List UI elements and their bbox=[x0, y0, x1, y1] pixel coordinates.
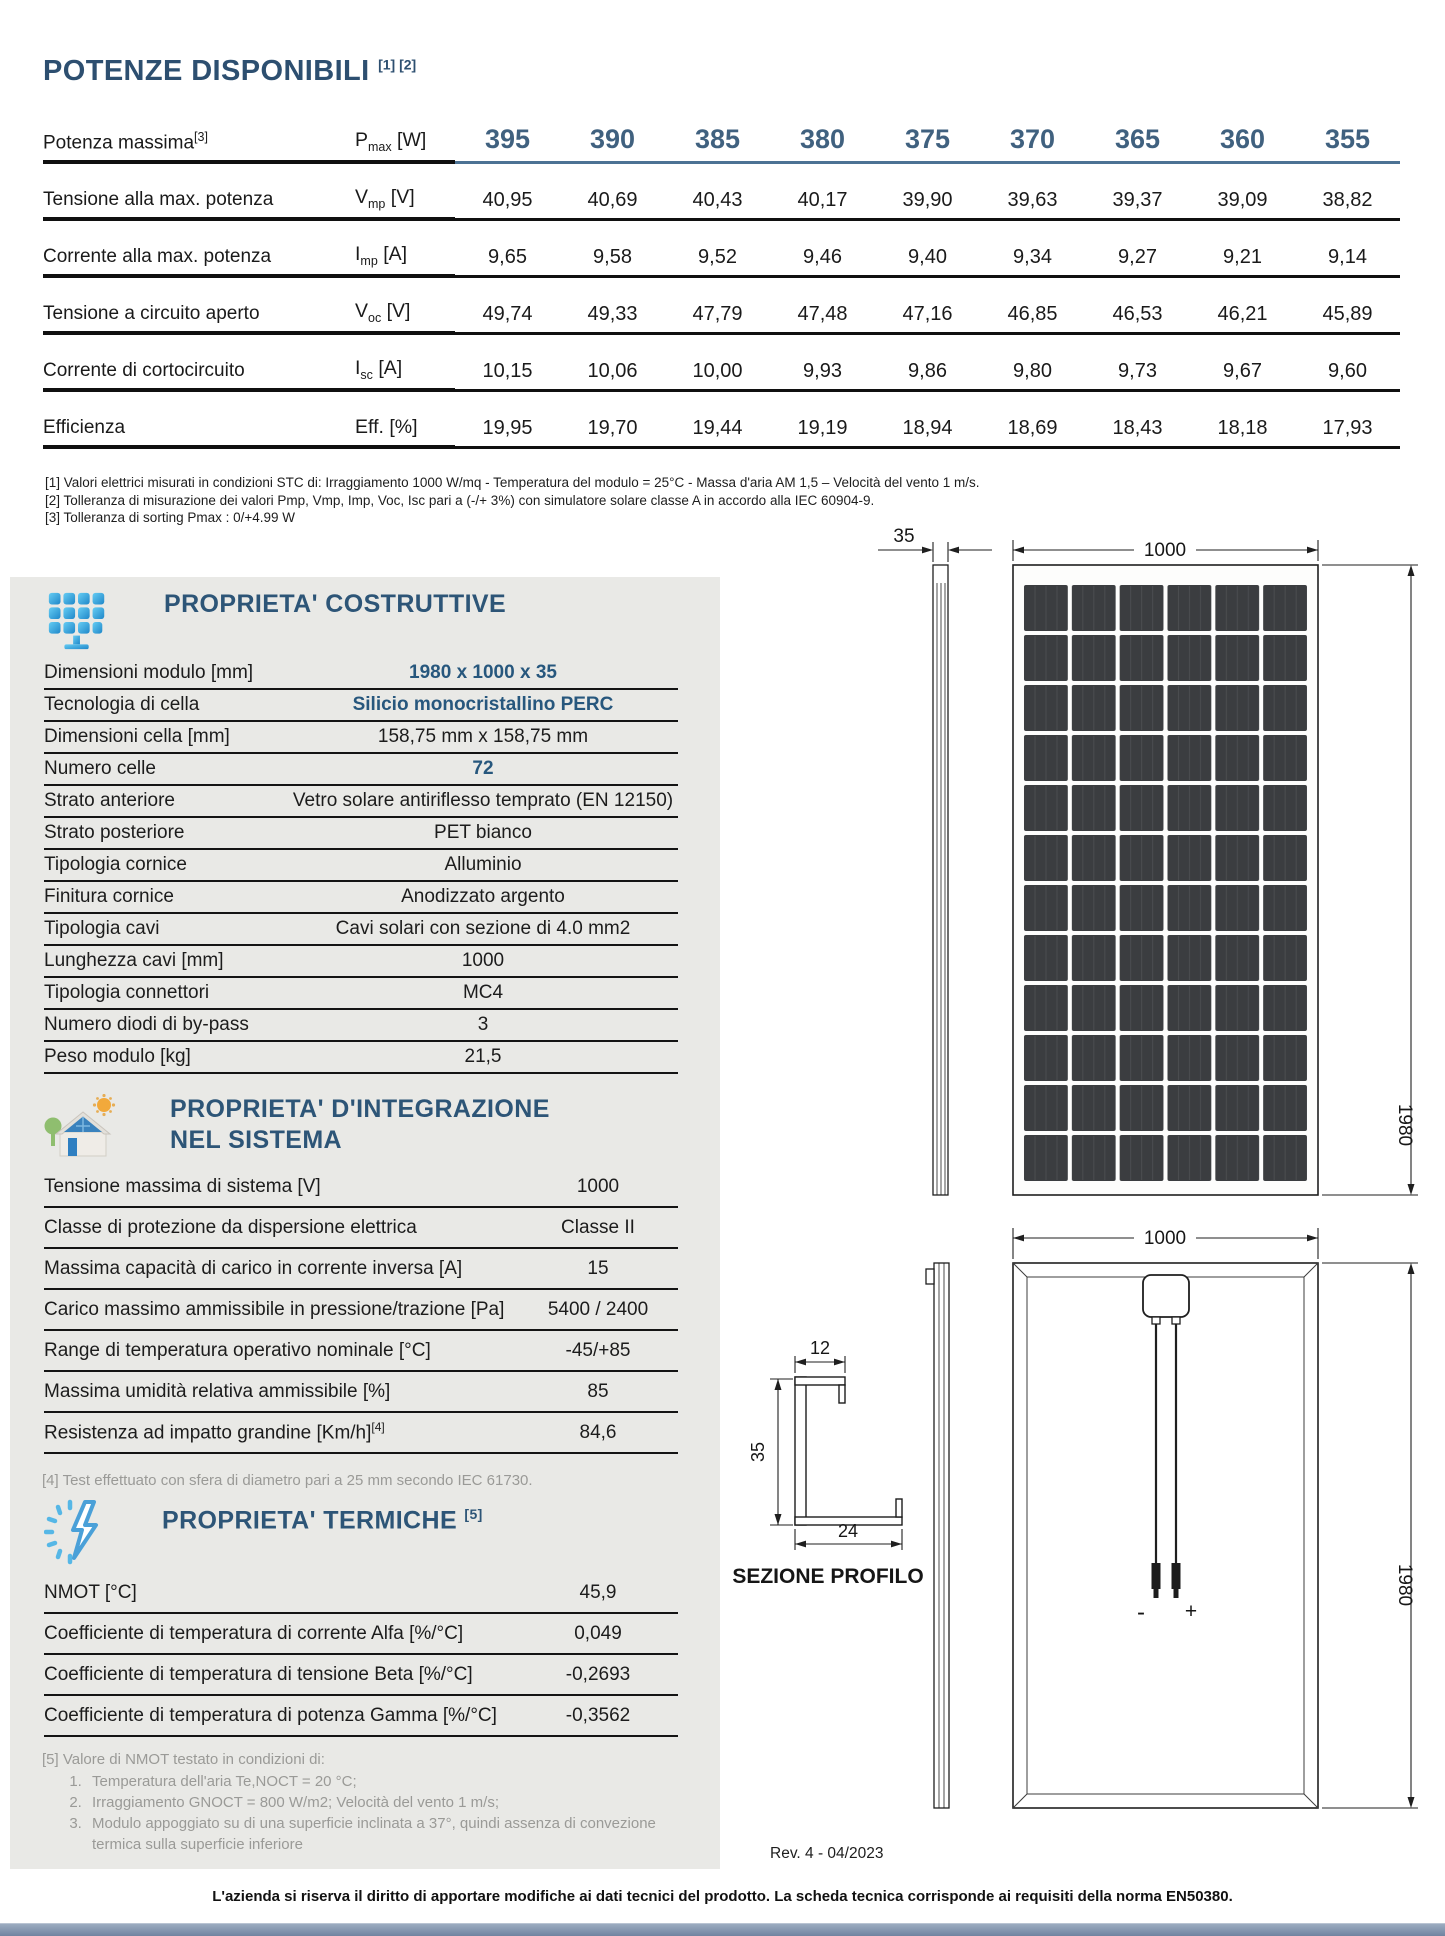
spec-label: Tipologia cornice bbox=[44, 854, 187, 875]
power-value: 9,65 bbox=[488, 246, 527, 268]
spec-row bbox=[44, 722, 678, 754]
power-row-values bbox=[455, 221, 1400, 278]
spec-row bbox=[44, 946, 678, 978]
spec-value: 158,75 mm x 158,75 mm bbox=[377, 726, 589, 747]
front-width-label: 1000 bbox=[1143, 540, 1187, 561]
spec-label: Coefficiente di temperatura di potenza Gamma [%/°C] bbox=[44, 1704, 497, 1726]
rear-height-label: 1980 bbox=[1394, 1563, 1415, 1607]
front-panel-view bbox=[1013, 565, 1318, 1195]
power-value: 19,70 bbox=[587, 417, 638, 439]
power-row-head bbox=[43, 335, 455, 392]
spec-row bbox=[44, 1696, 678, 1737]
spec-row bbox=[44, 1573, 678, 1614]
spec-value: Cavi solari con sezione di 4.0 mm2 bbox=[335, 918, 631, 939]
front-side-strip bbox=[933, 565, 948, 1195]
spec-label: Dimensioni cella [mm] bbox=[44, 726, 230, 747]
revision-label: Rev. 4 - 04/2023 bbox=[770, 1845, 884, 1862]
power-row-label: Tensione a circuito aperto bbox=[43, 303, 260, 324]
page-title-footnote-refs: [1] [2] bbox=[378, 56, 417, 73]
footnote-5-list bbox=[42, 1771, 682, 1855]
power-value: 9,40 bbox=[908, 246, 947, 268]
power-value: 47,48 bbox=[797, 303, 848, 325]
power-value: 18,43 bbox=[1112, 417, 1163, 439]
spec-row bbox=[44, 1208, 678, 1249]
spec-row bbox=[44, 1372, 678, 1413]
spec-value: -45/+85 bbox=[565, 1339, 631, 1361]
power-value: 40,95 bbox=[482, 189, 533, 211]
power-row-head bbox=[43, 392, 455, 449]
power-row-values bbox=[455, 164, 1400, 221]
power-value: 390 bbox=[589, 124, 636, 154]
spec-value: Silicio monocristallino PERC bbox=[352, 694, 614, 715]
power-value: 39,09 bbox=[1217, 189, 1268, 211]
spec-label: Numero celle bbox=[44, 758, 156, 779]
section-integrazione-title-line1: PROPRIETA' D'INTEGRAZIONE bbox=[170, 1095, 550, 1123]
power-value: 370 bbox=[1009, 124, 1056, 154]
spec-label: Massima capacità di carico in corrente inversa [A] bbox=[44, 1257, 463, 1279]
power-table bbox=[43, 94, 1400, 449]
power-row-label: Corrente di cortocircuito bbox=[43, 360, 245, 381]
section-termiche-title-text: PROPRIETA' TERMICHE bbox=[162, 1506, 458, 1535]
footnote-5-item: 3. Modulo appoggiato su di una superficie inclinata a 37°, quindi assenza di convezione termica sulla superficie inferiore bbox=[86, 1813, 682, 1855]
power-row-head bbox=[43, 278, 455, 335]
power-value: 395 bbox=[484, 124, 531, 154]
rear-side-strip bbox=[926, 1263, 949, 1808]
power-value: 47,16 bbox=[902, 303, 953, 325]
power-value: 385 bbox=[694, 124, 741, 154]
power-table-row bbox=[43, 164, 1400, 221]
power-table-row bbox=[43, 335, 1400, 392]
spec-row bbox=[44, 1249, 678, 1290]
spec-label: Numero diodi di by-pass bbox=[44, 1014, 249, 1035]
page-title-text: POTENZE DISPONIBILI bbox=[43, 55, 370, 87]
power-value: 46,21 bbox=[1217, 303, 1268, 325]
spec-row bbox=[44, 1290, 678, 1331]
spec-label: Classe di protezione da dispersione elettrica bbox=[44, 1216, 417, 1238]
spec-row bbox=[44, 658, 678, 690]
spec-label: Massima umidità relativa ammissibile [%] bbox=[44, 1380, 391, 1402]
spec-label: Strato anteriore bbox=[44, 790, 175, 811]
power-value: 45,89 bbox=[1322, 303, 1373, 325]
thermal-icon bbox=[44, 1499, 110, 1570]
house-solar-icon bbox=[44, 1094, 118, 1167]
footnote-1: [1] Valori elettrici misurati in condizioni STC di: Irraggiamento 1000 W/mq - Temperatura del modulo = 25°C - Massa d'aria AM 1,5 – Velocità del vento 1 m/s. bbox=[45, 475, 980, 490]
power-row-unit: $I_{sc}$ [A] bbox=[355, 357, 403, 382]
footnote-2: [2] Tolleranza di misurazione dei valori Pmp, Vmp, Imp, Voc, Isc pari a (-/+ 3%) con simulatore solare classe A in accordo alla IEC 60904-9. bbox=[45, 492, 875, 508]
power-value: 375 bbox=[904, 124, 951, 154]
spec-row bbox=[44, 1010, 678, 1042]
spec-value: Classe II bbox=[561, 1216, 635, 1238]
power-value: 9,93 bbox=[803, 360, 842, 382]
spec-value: Anodizzato argento bbox=[401, 886, 565, 907]
spec-label: Tipologia cavi bbox=[44, 918, 160, 939]
power-value: 19,19 bbox=[797, 417, 848, 439]
properties-panel bbox=[10, 577, 720, 1869]
section-costruttive-title: PROPRIETA' COSTRUTTIVE bbox=[164, 590, 507, 618]
power-value: 46,53 bbox=[1112, 303, 1163, 325]
power-row-values bbox=[455, 278, 1400, 335]
front-thickness-label: 35 bbox=[893, 526, 915, 547]
power-value: 39,63 bbox=[1007, 189, 1058, 211]
section-termiche-header bbox=[44, 1499, 483, 1570]
spec-label: Coefficiente di temperatura di tensione Beta [%/°C] bbox=[44, 1663, 473, 1685]
footnote-5 bbox=[42, 1749, 682, 1855]
rear-panel-view bbox=[1013, 1263, 1318, 1808]
power-row-unit: Eff. [%] bbox=[355, 416, 418, 438]
spec-row bbox=[44, 850, 678, 882]
power-row-head bbox=[43, 164, 455, 221]
spec-value: 3 bbox=[477, 1014, 489, 1035]
spec-row bbox=[44, 1614, 678, 1655]
section-integrazione-title-line2: NEL SISTEMA bbox=[170, 1126, 343, 1154]
footnote-3: [3] Tolleranza di sorting Pmax : 0/+4.99 W bbox=[45, 510, 296, 525]
power-value: 9,46 bbox=[803, 246, 842, 268]
front-height-label: 1980 bbox=[1394, 1103, 1415, 1147]
section-integrazione-title bbox=[170, 1094, 550, 1156]
power-value: 355 bbox=[1324, 124, 1371, 154]
section-termiche-footnote-ref: [5] bbox=[464, 1506, 483, 1522]
power-row-values bbox=[455, 94, 1400, 164]
power-value: 380 bbox=[799, 124, 846, 154]
spec-value: 15 bbox=[587, 1257, 609, 1279]
footnote-5-item: 1. Temperatura dell'aria Te,NOCT = 20 °C; bbox=[86, 1771, 682, 1792]
footnote-4: [4] Test effettuato con sfera di diametro pari a 25 mm secondo IEC 61730. bbox=[42, 1472, 533, 1489]
section-costruttive-header bbox=[44, 589, 506, 658]
power-value: 360 bbox=[1219, 124, 1266, 154]
spec-value: Vetro solare antiriflesso temprato (EN 12150) bbox=[292, 790, 674, 811]
spec-row bbox=[44, 1655, 678, 1696]
power-value: 9,21 bbox=[1223, 246, 1262, 268]
spec-value: PET bianco bbox=[434, 822, 532, 843]
power-row-unit: $V_{oc}$ [V] bbox=[355, 300, 411, 325]
section-termiche-title bbox=[162, 1499, 483, 1536]
power-value: 47,79 bbox=[692, 303, 743, 325]
spec-value: 21,5 bbox=[464, 1046, 502, 1067]
power-value: 19,95 bbox=[482, 417, 533, 439]
spec-label: Coefficiente di temperatura di corrente Alfa [%/°C] bbox=[44, 1622, 464, 1644]
power-value: 18,18 bbox=[1217, 417, 1268, 439]
power-value: 49,74 bbox=[482, 303, 533, 325]
footnote-5-item: 2. Irraggiamento GNOCT = 800 W/m2; Velocità del vento 1 m/s; bbox=[86, 1792, 682, 1813]
spec-value: 0,049 bbox=[574, 1622, 622, 1644]
power-value: 40,17 bbox=[797, 189, 848, 211]
spec-label: Peso modulo [kg] bbox=[44, 1046, 191, 1067]
spec-value: 85 bbox=[587, 1380, 609, 1402]
spec-label: Range di temperatura operativo nominale [°C] bbox=[44, 1339, 431, 1361]
power-row-head bbox=[43, 221, 455, 278]
power-row-unit: $V_{mp}$ [V] bbox=[355, 186, 415, 211]
spec-row bbox=[44, 1413, 678, 1454]
termiche-table bbox=[44, 1573, 678, 1737]
power-row-label: Efficienza bbox=[43, 417, 126, 438]
junction-box bbox=[1143, 1275, 1189, 1324]
technical-drawings bbox=[700, 420, 1445, 1880]
power-value: 9,52 bbox=[698, 246, 737, 268]
spec-label: NMOT [°C] bbox=[44, 1581, 137, 1603]
section-integrazione-header bbox=[44, 1094, 550, 1167]
power-value: 9,67 bbox=[1223, 360, 1262, 382]
power-value: 9,27 bbox=[1118, 246, 1157, 268]
power-value: 17,93 bbox=[1322, 417, 1373, 439]
power-value: 9,60 bbox=[1328, 360, 1367, 382]
profile-bottom-dim-label: 24 bbox=[837, 1521, 859, 1541]
power-table-row bbox=[43, 278, 1400, 335]
spec-value: -0,3562 bbox=[565, 1704, 631, 1726]
spec-row bbox=[44, 786, 678, 818]
spec-value: 1000 bbox=[461, 950, 505, 971]
spec-row bbox=[44, 818, 678, 850]
spec-row bbox=[44, 914, 678, 946]
spec-value: 1980 x 1000 x 35 bbox=[409, 662, 557, 683]
solar-panel-icon bbox=[44, 589, 112, 658]
spec-row bbox=[44, 754, 678, 786]
spec-row bbox=[44, 690, 678, 722]
spec-label: Finitura cornice bbox=[44, 886, 174, 907]
power-table-row bbox=[43, 94, 1400, 164]
page-title bbox=[43, 55, 416, 88]
spec-label: Resistenza ad impatto grandine [Km/h][4] bbox=[44, 1420, 385, 1444]
spec-value: -0,2693 bbox=[565, 1663, 631, 1685]
spec-value: 1000 bbox=[576, 1175, 620, 1197]
rear-height-dim bbox=[1322, 1263, 1418, 1808]
power-value: 18,69 bbox=[1007, 417, 1058, 439]
minus-polarity-label: - bbox=[1137, 1599, 1145, 1626]
spec-row bbox=[44, 1331, 678, 1372]
spec-label: Tipologia connettori bbox=[44, 982, 210, 1003]
profile-top-dim-label: 12 bbox=[809, 1338, 831, 1358]
power-value: 9,34 bbox=[1013, 246, 1052, 268]
power-row-values bbox=[455, 335, 1400, 392]
power-value: 9,58 bbox=[593, 246, 632, 268]
profile-side-dim-label: 35 bbox=[748, 1441, 768, 1463]
power-row-unit: $P_{max}$ [W] bbox=[355, 129, 427, 154]
power-table-row bbox=[43, 221, 1400, 278]
spec-row bbox=[44, 978, 678, 1010]
power-value: 49,33 bbox=[587, 303, 638, 325]
power-value: 40,43 bbox=[692, 189, 743, 211]
footer-disclaimer: L'azienda si riserva il diritto di apportare modifiche ai dati tecnici del prodotto. La scheda tecnica corrisponde ai requisiti della norma EN50380. bbox=[212, 1888, 1233, 1905]
spec-label: Lunghezza cavi [mm] bbox=[44, 950, 224, 971]
spec-label: Carico massimo ammissibile in pressione/trazione [Pa] bbox=[44, 1298, 505, 1320]
power-value: 9,14 bbox=[1328, 246, 1367, 268]
spec-label: Tensione massima di sistema [V] bbox=[44, 1175, 321, 1197]
costruttive-table bbox=[44, 658, 678, 1074]
power-row-label: Potenza massima[3] bbox=[43, 129, 208, 153]
spec-value: 84,6 bbox=[579, 1421, 617, 1443]
power-value: 46,85 bbox=[1007, 303, 1058, 325]
spec-row bbox=[44, 1042, 678, 1074]
power-value: 9,73 bbox=[1118, 360, 1157, 382]
profile-caption: SEZIONE PROFILO bbox=[732, 1565, 924, 1588]
profile-drawing bbox=[795, 1377, 902, 1525]
power-value: 40,69 bbox=[587, 189, 638, 211]
spec-label: Dimensioni modulo [mm] bbox=[44, 662, 254, 683]
power-row-label: Tensione alla max. potenza bbox=[43, 189, 274, 210]
power-value: 19,44 bbox=[692, 417, 743, 439]
rear-width-label: 1000 bbox=[1143, 1228, 1187, 1249]
spec-value: 5400 / 2400 bbox=[547, 1298, 649, 1320]
plus-polarity-label: + bbox=[1184, 1600, 1198, 1623]
spec-row bbox=[44, 1167, 678, 1208]
power-value: 10,00 bbox=[692, 360, 743, 382]
spec-label: Strato posteriore bbox=[44, 822, 185, 843]
power-value: 365 bbox=[1114, 124, 1161, 154]
power-value: 18,94 bbox=[902, 417, 953, 439]
bottom-accent-bar bbox=[0, 1923, 1445, 1936]
spec-value: 72 bbox=[472, 758, 494, 779]
power-value: 10,15 bbox=[482, 360, 533, 382]
spec-row bbox=[44, 882, 678, 914]
power-value: 39,37 bbox=[1112, 189, 1163, 211]
spec-value: 45,9 bbox=[579, 1581, 617, 1603]
spec-value: MC4 bbox=[462, 982, 504, 1003]
front-height-dim bbox=[1322, 565, 1418, 1195]
integrazione-table bbox=[44, 1167, 678, 1454]
spec-value: Alluminio bbox=[444, 854, 522, 875]
power-row-label: Corrente alla max. potenza bbox=[43, 246, 272, 267]
power-row-head bbox=[43, 94, 455, 164]
power-value: 39,90 bbox=[902, 189, 953, 211]
power-value: 10,06 bbox=[587, 360, 638, 382]
power-row-unit: $I_{mp}$ [A] bbox=[355, 243, 408, 268]
power-value: 9,80 bbox=[1013, 360, 1052, 382]
power-value: 38,82 bbox=[1322, 189, 1373, 211]
power-value: 9,86 bbox=[908, 360, 947, 382]
spec-label: Tecnologia di cella bbox=[44, 694, 200, 715]
footnote-5-intro: [5] Valore di NMOT testato in condizioni di: bbox=[42, 1751, 325, 1768]
